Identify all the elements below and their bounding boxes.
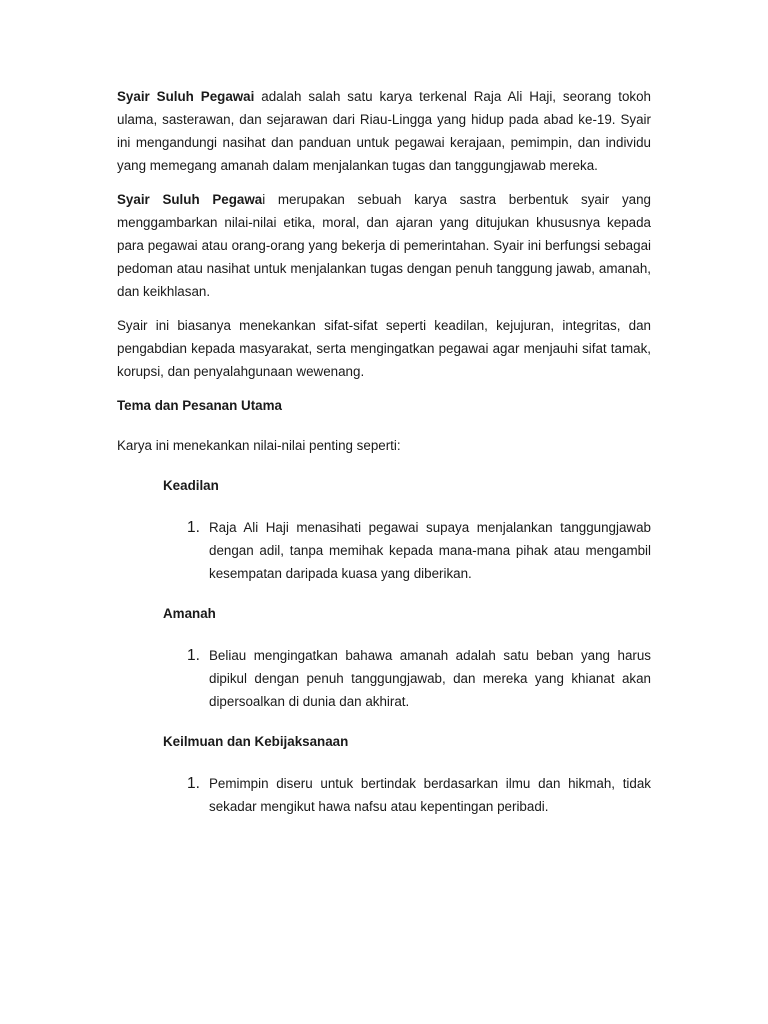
paragraph-intro-2 xyxy=(117,188,651,303)
list-text: Raja Ali Haji menasihati pegawai supaya menjalankan tanggungjawab dengan adil, tanpa memihak kepada mana-mana pihak atau mengambil kesempatan daripada kuasa yang diberikan. xyxy=(209,520,651,581)
subsection-keadilan xyxy=(163,474,651,585)
list-item xyxy=(187,772,651,818)
paragraph-lead: Syair Suluh Pegawai xyxy=(117,89,255,104)
list-text: Pemimpin diseru untuk bertindak berdasarkan ilmu dan hikmah, tidak sekadar mengikut hawa nafsu atau kepentingan peribadi. xyxy=(209,776,651,814)
subsection-amanah xyxy=(163,602,651,713)
paragraph-body: adalah salah satu karya terkenal Raja Ali Haji, seorang tokoh ulama, sasterawan, dan sejarawan dari Riau-Lingga yang hidup pada abad ke-19. Syair ini mengandungi nasihat dan panduan untuk pegawai kerajaan, pemimpin, dan individu yang memegang amanah dalam menjalankan tugas dan tanggungjawab mereka. xyxy=(117,89,651,173)
paragraph-body: Syair ini biasanya menekankan sifat-sifat seperti keadilan, kejujuran, integritas, dan pengabdian kepada masyarakat, serta mengingatkan pegawai agar menjauhi sifat tamak, korupsi, dan penyalahgunaan wewenang. xyxy=(117,318,651,379)
section-heading: Tema dan Pesanan Utama xyxy=(117,398,282,413)
paragraph-intro-3 xyxy=(117,314,651,383)
subsection-keilmuan xyxy=(163,730,651,818)
list-number: 1. xyxy=(187,519,200,536)
paragraph-body: i merupakan sebuah karya sastra berbentuk syair yang menggambarkan nilai-nilai etika, moral, dan ajaran yang ditujukan khususnya kepada para pegawai atau orang-orang yang bekerja di pemerintahan. Syair ini berfungsi sebagai pedoman atau nasihat untuk menjalankan tugas dengan penuh tanggung jawab, amanah, dan keikhlasan. xyxy=(117,192,651,299)
list-item xyxy=(187,516,651,585)
subsection-title: Keadilan xyxy=(163,478,219,493)
list-number: 1. xyxy=(187,647,200,664)
list-text: Beliau mengingatkan bahawa amanah adalah satu beban yang harus dipikul dengan penuh tanggungjawab, dan mereka yang khianat akan dipersoalkan di dunia dan akhirat. xyxy=(209,648,651,709)
section-intro: Karya ini menekankan nilai-nilai penting seperti: xyxy=(117,438,401,453)
list-number: 1. xyxy=(187,775,200,792)
subsection-title: Amanah xyxy=(163,606,216,621)
paragraph-intro-1 xyxy=(117,85,651,177)
paragraph-lead: Syair Suluh Pegawa xyxy=(117,192,263,207)
list-item xyxy=(187,644,651,713)
subsection-title: Keilmuan dan Kebijaksanaan xyxy=(163,734,349,749)
